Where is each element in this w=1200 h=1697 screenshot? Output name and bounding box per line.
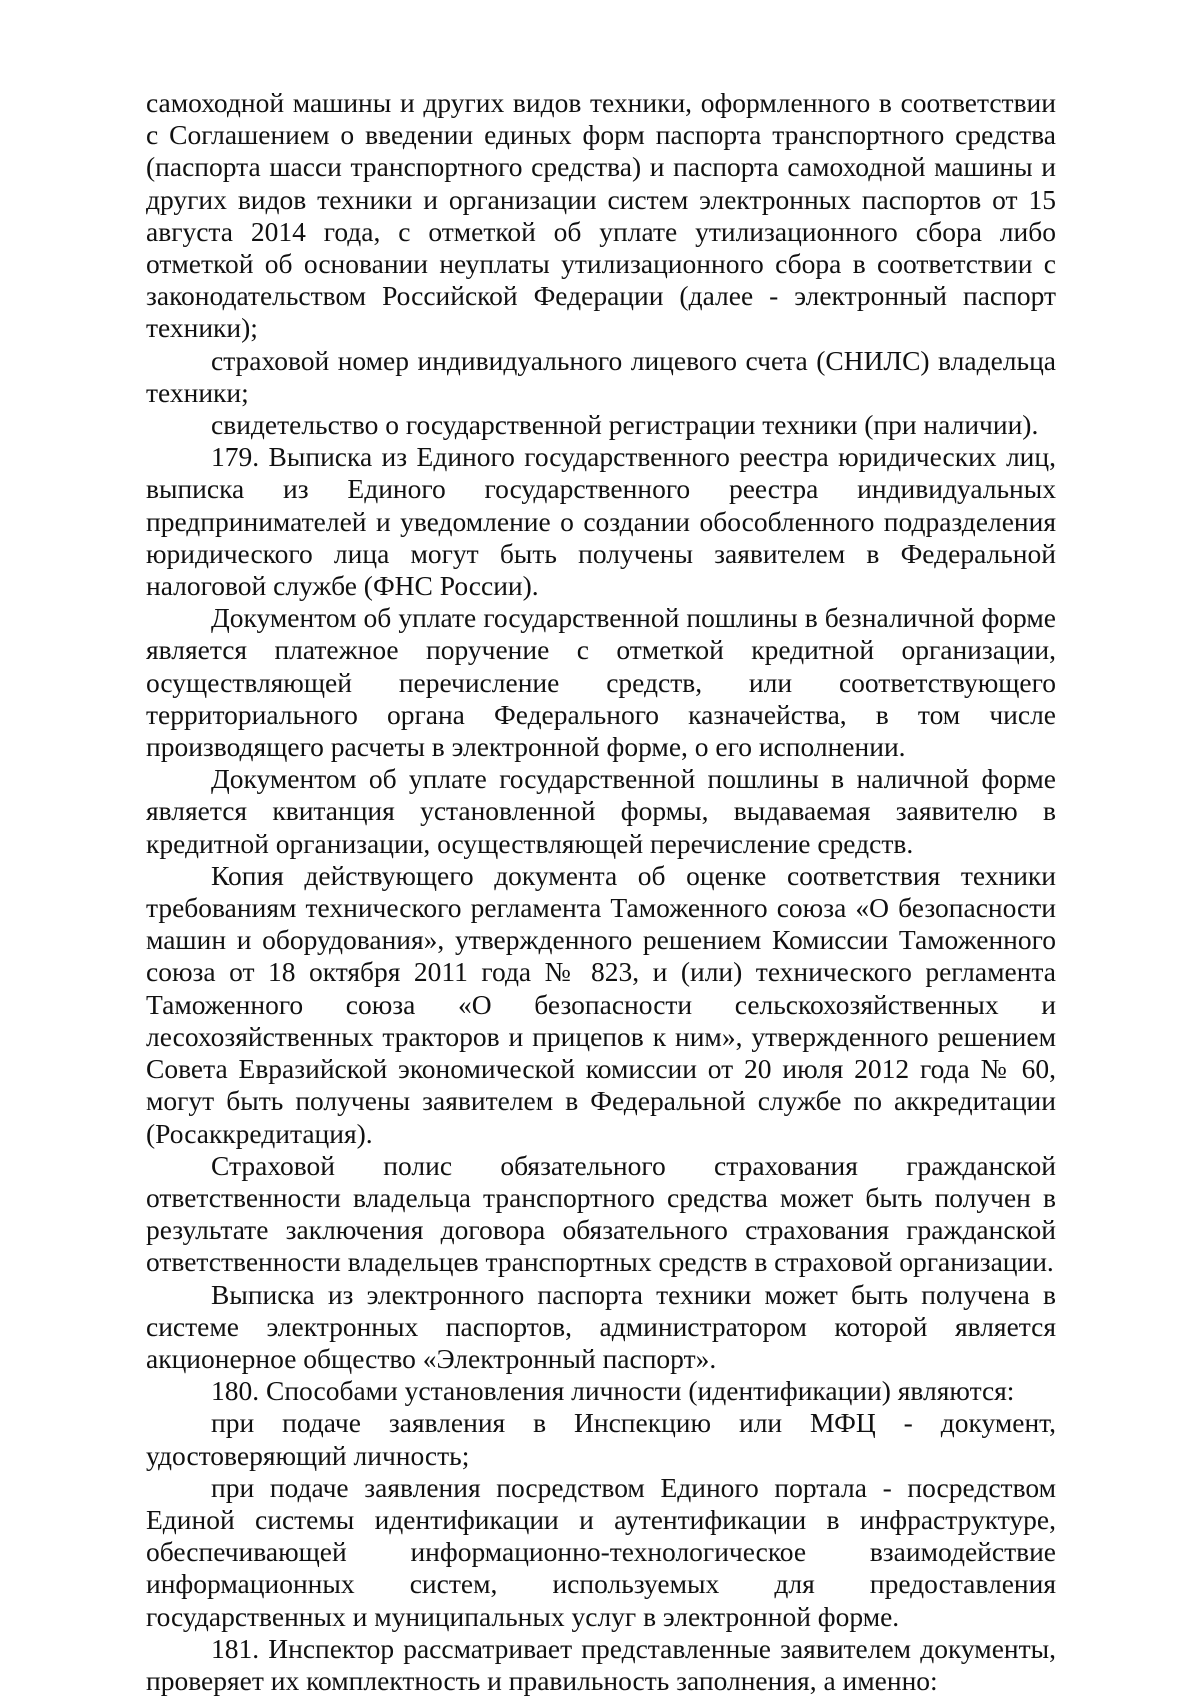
paragraph-in-person-identification: при подаче заявления в Инспекцию или МФЦ - документ, удостоверяющий личность; <box>146 1407 1056 1471</box>
paragraph-passport-continuation: самоходной машины и других видов техники, оформленного в соответствии с Соглашением о введении единых форм паспорта транспортного средства (паспорта шасси транспортного средства) и паспорта самоходной машины и других видов техники и организации систем электронных паспортов от 15 августа 2014 года, с отметкой об уплате утилизационного сбора либо отметкой об основании неуплаты утилизационного сбора в соответствии с законодательством Российской Федерации (далее - электронный паспорт техники); <box>146 87 1056 344</box>
paragraph-181: 181. Инспектор рассматривает представленные заявителем документы, проверяет их комплектность и правильность заполнения, а именно: <box>146 1632 1056 1696</box>
paragraph-registration-certificate: свидетельство о государственной регистрации техники (при наличии). <box>211 409 1039 441</box>
paragraph-snils: страховой номер индивидуального лицевого счета (СНИЛС) владельца техники; <box>146 344 1056 408</box>
document-body <box>146 87 1056 1697</box>
paragraph-cash-payment: Документом об уплате государственной пошлины в наличной форме является квитанция установленной формы, выдаваемая заявителю в кредитной организации, осуществляющей перечисление средств. <box>146 763 1056 859</box>
paragraph-portal-identification: при подаче заявления посредством Единого портала - посредством Единой системы идентификации и аутентификации в инфраструктуре, обеспечивающей информационно-технологическое взаимодействие информационных систем, используемых для предоставления государственных и муниципальных услуг в электронной форме. <box>146 1471 1056 1632</box>
paragraph-passport-extract: Выписка из электронного паспорта техники может быть получена в системе электронных паспортов, администратором которой является акционерное общество «Электронный паспорт». <box>146 1278 1056 1374</box>
paragraph-180: 180. Способами установления личности (идентификации) являются: <box>211 1375 1015 1407</box>
paragraph-cashless-payment: Документом об уплате государственной пошлины в безналичной форме является платежное поручение с отметкой кредитной организации, осуществляющей перечисление средств, или соответствующего территориального органа Федерального казначейства, в том числе производящего расчеты в электронной форме, о его исполнении. <box>146 602 1056 763</box>
paragraph-insurance-policy: Страховой полис обязательного страхования гражданской ответственности владельца транспортного средства может быть получен в результате заключения договора обязательного страхования гражданской ответственности владельцев транспортных средств в страховой организации. <box>146 1149 1056 1278</box>
paragraph-conformity-document: Копия действующего документа об оценке соответствия техники требованиям технического регламента Таможенного союза «О безопасности машин и оборудования», утвержденного решением Комиссии Таможенного союза от 18 октября 2011 года № 823, и (или) технического регламента Таможенного союза «О безопасности сельскохозяйственных и лесохозяйственных тракторов и прицепов к ним», утвержденного решением Совета Евразийской экономической комиссии от 20 июля 2012 года № 60, могут быть получены заявителем в Федеральной службе по аккредитации (Росаккредитация). <box>146 859 1056 1149</box>
paragraph-179: 179. Выписка из Единого государственного реестра юридических лиц, выписка из Единого государственного реестра индивидуальных предпринимателей и уведомление о создании обособленного подразделения юридического лица могут быть получены заявителем в Федеральной налоговой службе (ФНС России). <box>146 441 1056 602</box>
